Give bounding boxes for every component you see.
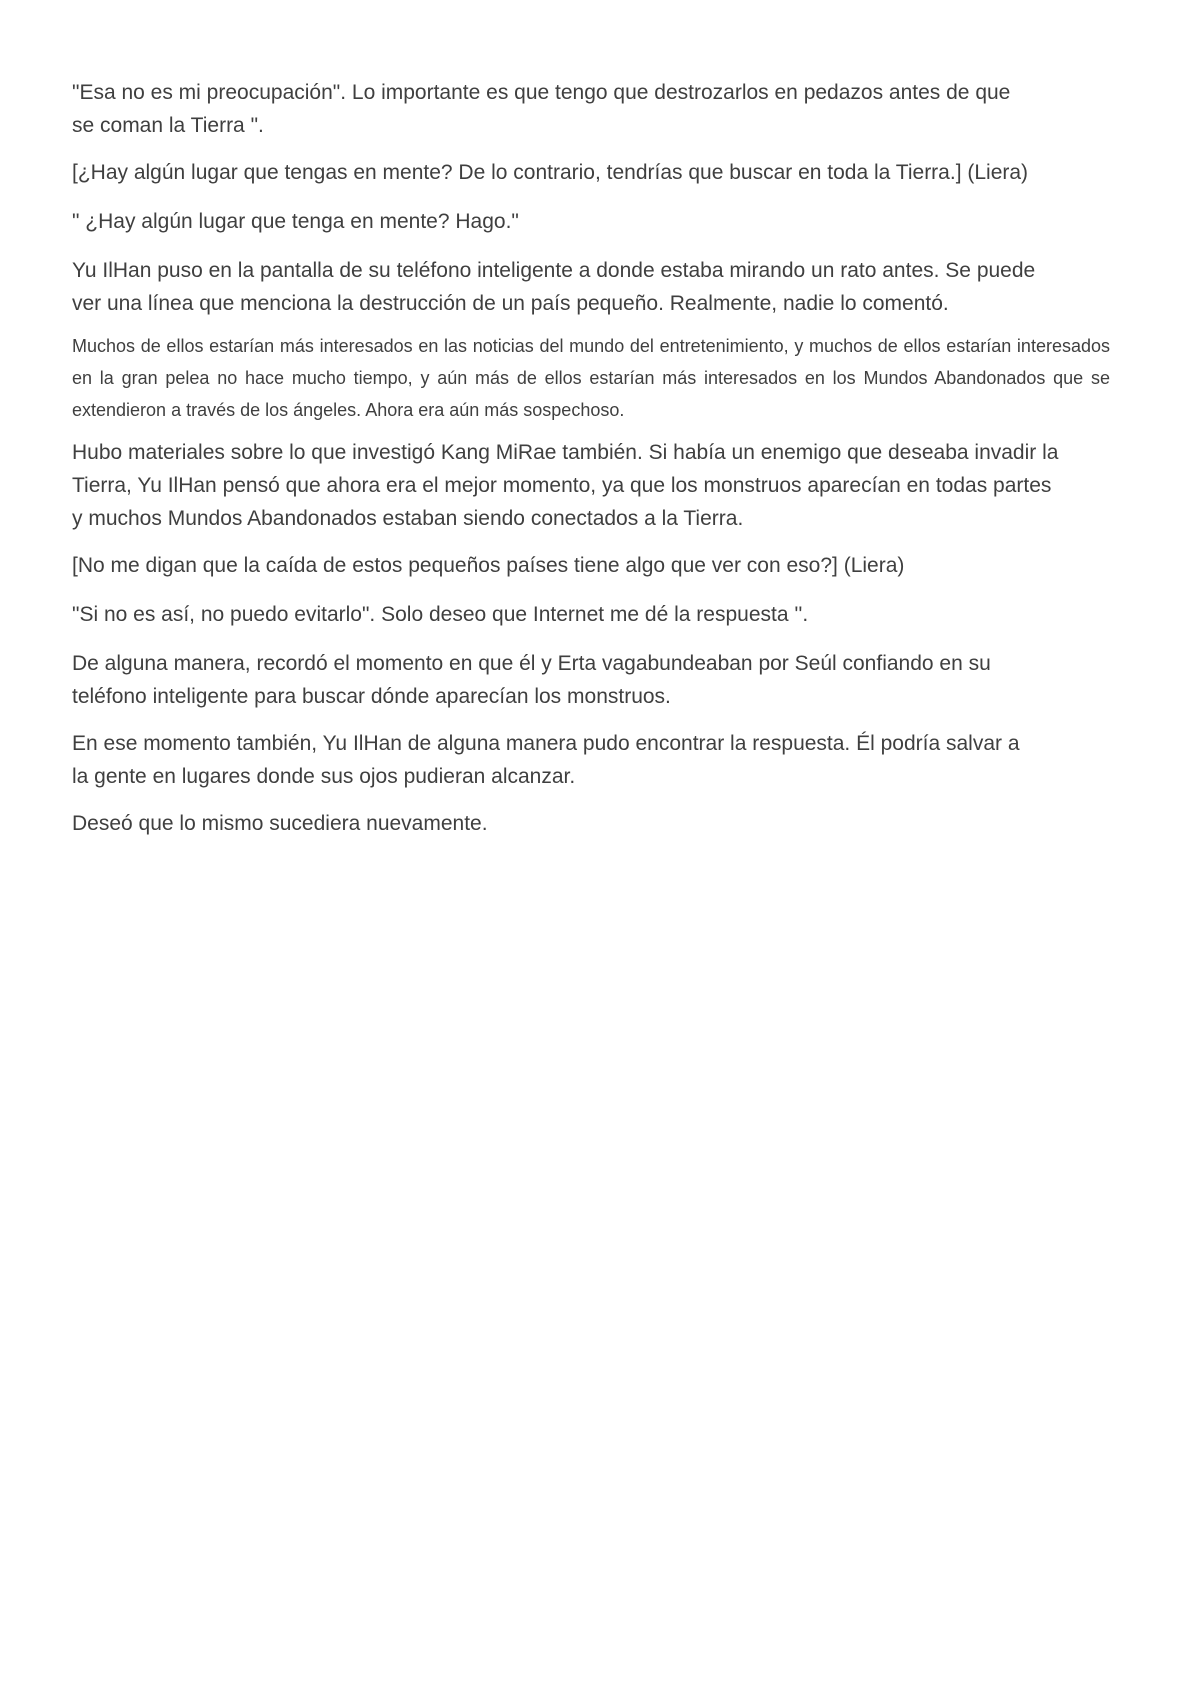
paragraph-2: [¿Hay algún lugar que tengas en mente? De lo contrario, tendrías que buscar en toda la Tierra.] (Liera) bbox=[72, 161, 1029, 184]
paragraph-3: " ¿Hay algún lugar que tenga en mente? Hago." bbox=[72, 210, 519, 233]
paragraph-7: [No me digan que la caída de estos pequeños países tiene algo que ver con eso?] (Liera) bbox=[72, 554, 905, 577]
paragraph-9: De alguna manera, recordó el momento en que él y Erta vagabundeaban por Seúl confiando en su teléfono inteligente para buscar dónde aparecían los monstruos. bbox=[72, 652, 991, 708]
paragraph-5: Muchos de ellos estarían más interesados en las noticias del mundo del entretenimiento, y muchos de ellos estarían interesados en la gran pelea no hace mucho tiempo, y aún más de ellos estarían más interesados en los Mundos Abandonados que se extendieron a través de los ángeles. Ahora era aún más sospechoso. bbox=[72, 336, 1110, 420]
paragraph-6: Hubo materiales sobre lo que investigó Kang MiRae también. Si había un enemigo que deseaba invadir la Tierra, Yu IlHan pensó que ahora era el mejor momento, ya que los monstruos aparecían en todas partes y muchos Mundos Abandonados estaban siendo conectados a la Tierra. bbox=[72, 441, 1059, 530]
paragraph-10: En ese momento también, Yu IlHan de alguna manera pudo encontrar la respuesta. Él podría salvar a la gente en lugares donde sus ojos pudieran alcanzar. bbox=[72, 732, 1020, 788]
document-page bbox=[72, 76, 1112, 840]
paragraph-8: "Si no es así, no puedo evitarlo". Solo deseo que Internet me dé la respuesta ''. bbox=[72, 603, 809, 626]
paragraph-1: "Esa no es mi preocupación". Lo importante es que tengo que destrozarlos en pedazos antes de que se coman la Tierra ". bbox=[72, 81, 1011, 137]
paragraph-11: Deseó que lo mismo sucediera nuevamente. bbox=[72, 812, 488, 835]
paragraph-4: Yu IlHan puso en la pantalla de su teléfono inteligente a donde estaba mirando un rato antes. Se puede ver una línea que menciona la destrucción de un país pequeño. Realmente, nadie lo comentó. bbox=[72, 259, 1036, 315]
